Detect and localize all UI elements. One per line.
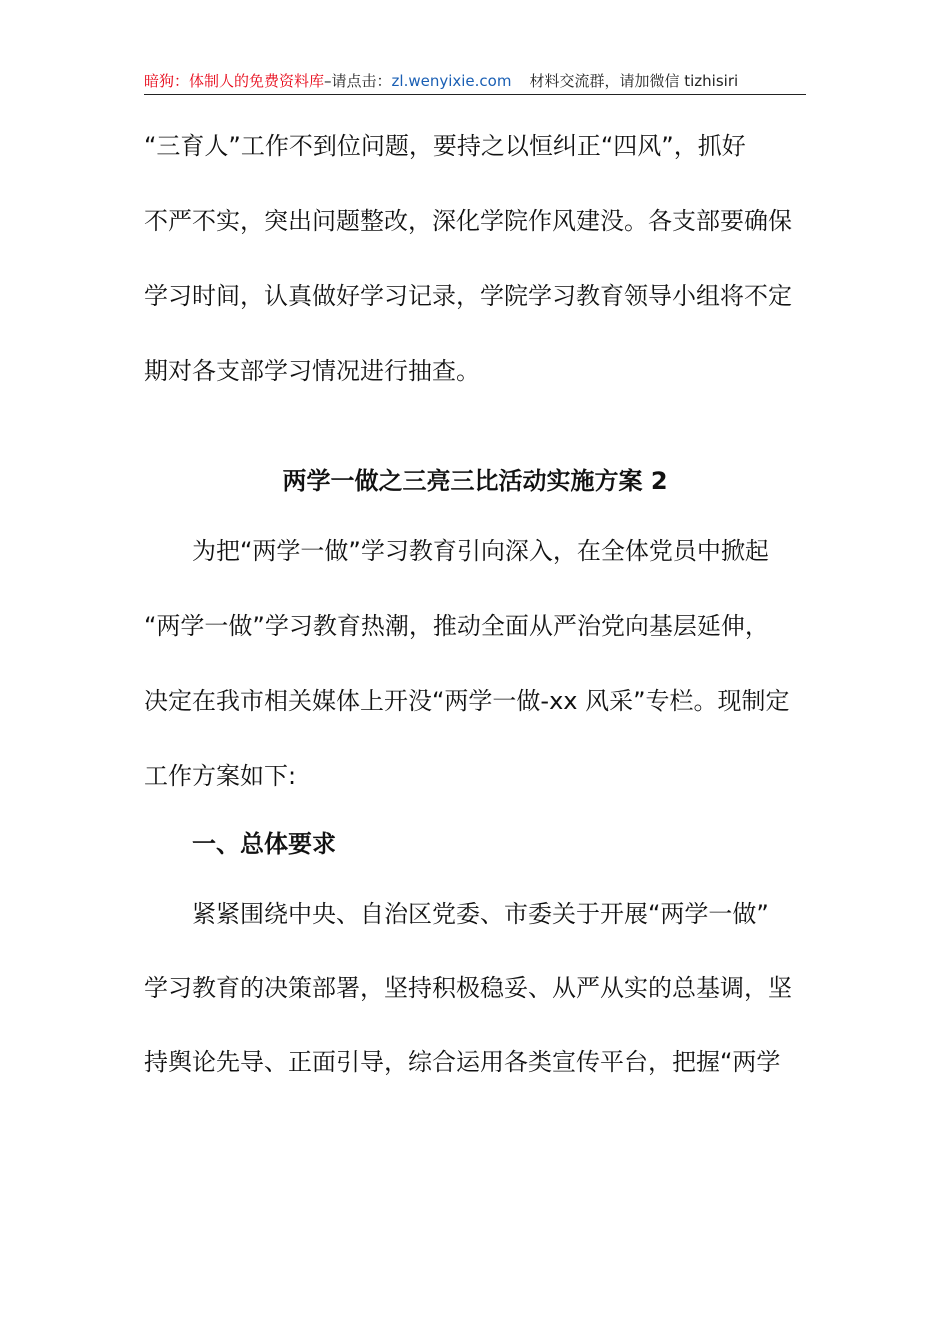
paragraph1-line-4: 期对各支部学习情况进行抽查。 xyxy=(144,357,480,385)
paragraph1-line-2: 不严不实，突出问题整改，深化学院作风建没。各支部要确保 xyxy=(144,207,792,235)
header-url-link[interactable]: zl.wenyixie.com xyxy=(391,72,512,90)
paragraph1-line-1: “三育人”工作不到位问题，要持之以恒纠正“四风”，抓好 xyxy=(144,132,746,160)
paragraph3-line-3: 持舆论先导、正面引导，综合运用各类宣传平台，把握“两学 xyxy=(144,1048,781,1076)
header-prompt: –请点击： xyxy=(324,72,392,90)
page-header xyxy=(144,68,806,95)
paragraph3-line-2: 学习教育的决策部署，坚持积极稳妥、从严从实的总基调，坚 xyxy=(144,974,792,1002)
subheading: 一、总体要求 xyxy=(192,830,336,858)
paragraph2-line-1: 为把“两学一做”学习教育引向深入，在全体党员中掀起 xyxy=(192,537,769,565)
paragraph1-line-3: 学习时间，认真做好学习记录，学院学习教育领导小组将不定 xyxy=(144,282,792,310)
paragraph2-line-3: 决定在我市相关媒体上开没“两学一做-xx 风采”专栏。现制定 xyxy=(144,687,790,715)
paragraph2-line-2: “两学一做”学习教育热潮，推动全面从严治党向基层延伸， xyxy=(144,612,769,640)
header-brand: 暗狗：体制人的免费资料库 xyxy=(144,72,325,90)
header-group-note: 材料交流群，请加微信 tizhisiri xyxy=(529,72,739,90)
paragraph2-line-4: 工作方案如下: xyxy=(144,762,297,790)
section-title: 两学一做之三亮三比活动实施方案 2 xyxy=(282,467,668,495)
paragraph3-line-1: 紧紧围绕中央、自治区党委、市委关于开展“两学一做” xyxy=(192,900,769,928)
